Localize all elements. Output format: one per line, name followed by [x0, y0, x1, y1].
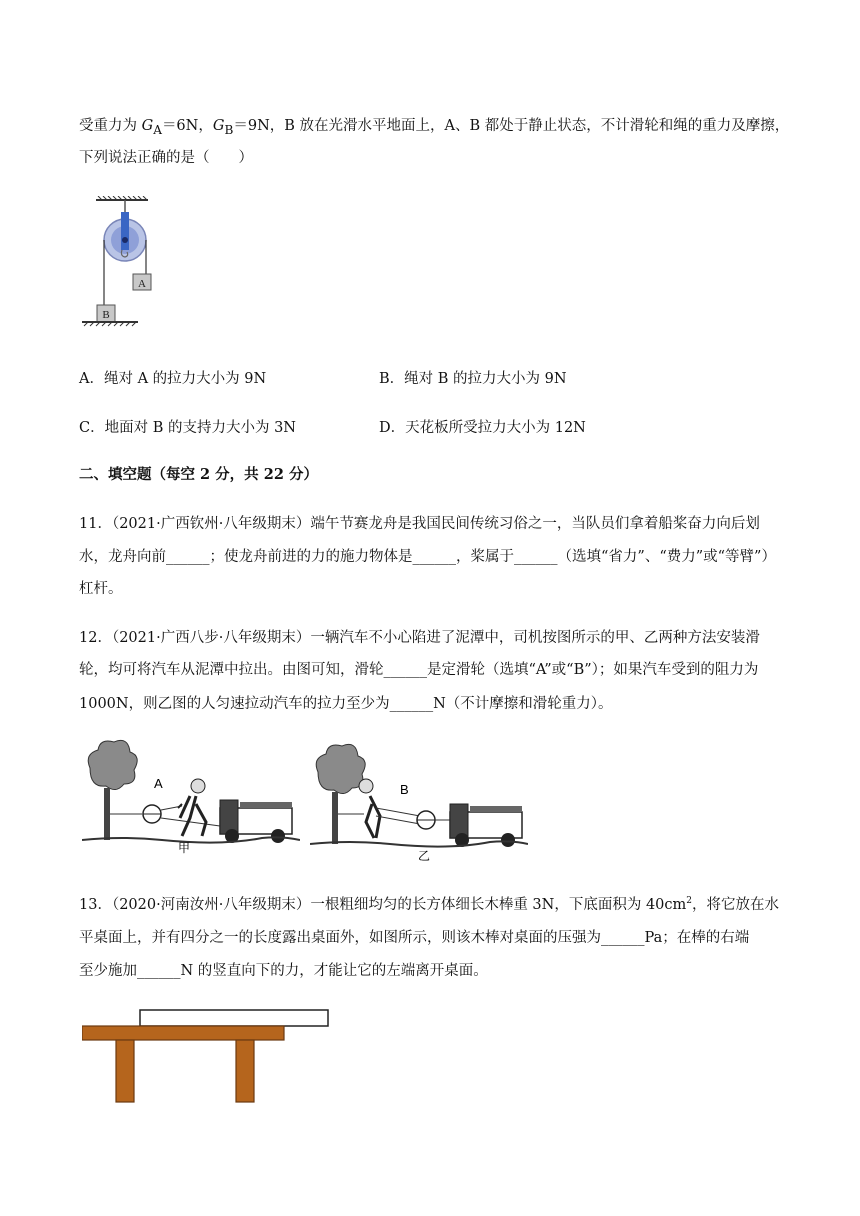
q13-line-1 [79, 893, 779, 914]
tree-icon [88, 740, 137, 840]
pulley-b-label: B [400, 782, 409, 797]
choice-b: B．绳对 B 的拉力大小为 9N [379, 371, 567, 387]
q11-line-2: 水，龙舟向前______；使龙舟前进的力的施力物体是______，桨属于______（选填“省力”、“费力”或“等臂”） [79, 549, 776, 565]
q12-line-1: 12．（2021·广西八步·八年级期末）一辆汽车不小心陷进了泥潭中，司机按图所示的甲、乙两种方法安装滑 [79, 630, 760, 646]
table-figure [82, 1006, 334, 1106]
section-title: 二、填空题（每空 2 分，共 22 分） [79, 466, 318, 483]
pulley-a-label: A [154, 776, 163, 791]
ga-symbol: G [141, 118, 154, 134]
q12-line-2: 轮，均可将汽车从泥潭中拉出。由图可知，滑轮______是定滑轮（选填“A”或“B”）；如果汽车受到的阻力为 [79, 662, 759, 678]
q13-text-end: ，将它放在水 [692, 897, 780, 913]
gb-symbol: G [212, 118, 225, 134]
block-a [133, 274, 151, 290]
q10-line-1 [79, 114, 789, 137]
pulley-wheel [104, 212, 146, 261]
truck-figure-yi [310, 742, 528, 864]
caption-jia: 甲 [178, 841, 191, 855]
pulley-figure [78, 196, 158, 330]
tree-icon [316, 744, 365, 844]
q12-line-3: 1000N，则乙图的人匀速拉动汽车的拉力至少为______N（不计摩擦和滑轮重力）。 [79, 696, 613, 712]
truck-icon [450, 804, 522, 847]
q10-line-2: 下列说法正确的是（ ） [79, 150, 253, 166]
gb-value: ＝9N，B 放在光滑水平地面上，A、B 都处于静止状态，不计滑轮和绳的重力及摩擦， [233, 118, 790, 134]
choice-d: D．天花板所受拉力大小为 12N [379, 420, 586, 436]
superscript: 2 [686, 896, 693, 907]
q13-text: 13．（2020·河南汝州·八年级期末）一根粗细均匀的长方体细长木棒重 3N，下底面积为 40cm [79, 897, 687, 913]
q11-line-3: 杠杆。 [79, 581, 123, 597]
table-top [82, 1026, 284, 1040]
block-a-label: A [138, 278, 146, 290]
ceiling [96, 196, 148, 200]
q10-text: 受重力为 [79, 118, 142, 134]
block-b-label: B [102, 309, 110, 321]
ground [82, 322, 138, 326]
block-b [97, 305, 115, 322]
table-legs [116, 1040, 254, 1102]
gb-subscript: B [224, 122, 234, 137]
choice-c: C．地面对 B 的支持力大小为 3N [79, 420, 296, 436]
pulley-b [417, 811, 435, 829]
ga-subscript: A [153, 122, 162, 137]
q11-line-1: 11．（2021·广西钦州·八年级期末）端午节赛龙舟是我国民间传统习俗之一，当队员们拿着船桨奋力向后划 [79, 516, 760, 532]
q13-line-2: 平桌面上，并有四分之一的长度露出桌面外，如图所示，则该木棒对桌面的压强为______Pa；在棒的右端 [79, 930, 750, 946]
ga-value: ＝6N， [161, 118, 213, 134]
pulley-a [143, 805, 161, 823]
wooden-stick [140, 1010, 328, 1026]
caption-yi: 乙 [418, 849, 431, 863]
truck-figure-jia [82, 738, 300, 860]
person-icon [178, 779, 206, 836]
choice-a: A．绳对 A 的拉力大小为 9N [79, 371, 267, 387]
q13-line-3: 至少施加______N 的竖直向下的力，才能让它的左端离开桌面。 [79, 963, 488, 979]
